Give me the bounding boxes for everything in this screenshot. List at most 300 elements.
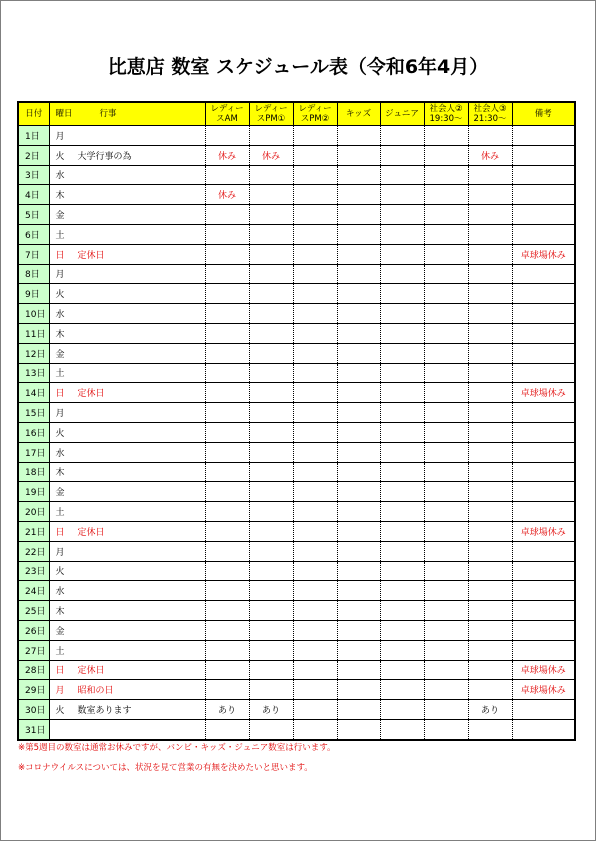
notes-cell: 卓球場休み xyxy=(512,521,575,541)
adult2-cell xyxy=(424,561,468,581)
kids-cell xyxy=(337,521,380,541)
weekday-event-cell xyxy=(49,284,205,304)
adult3-cell xyxy=(468,165,512,185)
header-adult2-line2: 19:30〜 xyxy=(429,114,463,124)
header-adult3-line1: 社会人③ xyxy=(473,104,507,114)
ladies-pm2-cell xyxy=(293,264,337,284)
date-cell: 18日 xyxy=(18,462,49,482)
weekday-label: 土 xyxy=(55,646,65,657)
weekday-event-cell xyxy=(49,700,205,720)
kids-cell xyxy=(337,581,380,601)
adult3-cell xyxy=(468,462,512,482)
date-cell: 13日 xyxy=(18,363,49,383)
adult3-cell xyxy=(468,541,512,561)
notes-cell: 卓球場休み xyxy=(512,383,575,403)
ladies-am-cell xyxy=(205,244,249,264)
ladies-pm2-cell xyxy=(293,581,337,601)
adult3-cell xyxy=(468,660,512,680)
adult3-cell xyxy=(468,620,512,640)
ladies-pm2-cell xyxy=(293,145,337,165)
date-cell: 21日 xyxy=(18,521,49,541)
page-title: 比恵店 数室 スケジュール表（令和6年4月） xyxy=(107,56,489,78)
ladies-pm2-cell xyxy=(293,502,337,522)
adult3-cell xyxy=(468,284,512,304)
adult2-cell xyxy=(424,482,468,502)
ladies-pm1-cell xyxy=(249,403,293,423)
notes-cell xyxy=(512,541,575,561)
kids-cell xyxy=(337,541,380,561)
adult2-cell xyxy=(424,145,468,165)
weekday-label: 火 xyxy=(55,428,65,439)
weekday-label: 金 xyxy=(55,349,65,360)
adult3-cell xyxy=(468,126,512,146)
date-cell: 20日 xyxy=(18,502,49,522)
ladies-pm2-cell xyxy=(293,561,337,581)
ladies-pm1-cell xyxy=(249,482,293,502)
date-cell: 5日 xyxy=(18,205,49,225)
table-row xyxy=(18,700,575,720)
date-cell: 17日 xyxy=(18,442,49,462)
junior-cell xyxy=(380,442,424,462)
notes-cell xyxy=(512,185,575,205)
ladies-am-cell xyxy=(205,541,249,561)
weekday-event-cell xyxy=(49,482,205,502)
adult2-cell xyxy=(424,660,468,680)
adult2-cell xyxy=(424,700,468,720)
ladies-pm1-cell xyxy=(249,363,293,383)
ladies-pm1-cell xyxy=(249,284,293,304)
ladies-am-cell xyxy=(205,224,249,244)
ladies-pm2-cell xyxy=(293,620,337,640)
weekday-event-cell xyxy=(49,502,205,522)
table-row xyxy=(18,323,575,343)
date-cell: 11日 xyxy=(18,323,49,343)
adult2-cell xyxy=(424,521,468,541)
ladies-pm2-cell xyxy=(293,403,337,423)
ladies-pm2-cell xyxy=(293,205,337,225)
weekday-event-cell xyxy=(49,205,205,225)
notes-cell: 卓球場休み xyxy=(512,680,575,700)
ladies-pm1-cell xyxy=(249,323,293,343)
adult2-cell xyxy=(424,244,468,264)
ladies-am-cell xyxy=(205,264,249,284)
ladies-pm1-cell xyxy=(249,442,293,462)
table-row xyxy=(18,680,575,700)
adult2-cell xyxy=(424,422,468,442)
ladies-am-cell xyxy=(205,304,249,324)
weekday-event-cell xyxy=(49,165,205,185)
notes-cell xyxy=(512,165,575,185)
weekday-label: 日 xyxy=(55,389,65,400)
adult2-cell xyxy=(424,323,468,343)
weekday-label: 日 xyxy=(55,250,65,261)
date-cell: 26日 xyxy=(18,620,49,640)
date-cell: 28日 xyxy=(18,660,49,680)
weekday-label: 月 xyxy=(55,131,65,142)
ladies-am-cell xyxy=(205,126,249,146)
junior-cell xyxy=(380,601,424,621)
kids-cell xyxy=(337,363,380,383)
weekday-label: 火 xyxy=(55,151,65,162)
header-weekday-event xyxy=(49,102,205,126)
weekday-label: 月 xyxy=(55,270,65,281)
notes-cell xyxy=(512,323,575,343)
junior-cell xyxy=(380,126,424,146)
junior-cell xyxy=(380,700,424,720)
header-weekday: 曜日 xyxy=(55,109,73,119)
junior-cell xyxy=(380,680,424,700)
ladies-pm2-cell xyxy=(293,304,337,324)
junior-cell xyxy=(380,264,424,284)
junior-cell xyxy=(380,502,424,522)
weekday-event-cell xyxy=(49,462,205,482)
weekday-event-cell xyxy=(49,640,205,660)
table-row xyxy=(18,244,575,264)
adult3-cell xyxy=(468,343,512,363)
header-ladies-am-line2: スAM xyxy=(216,114,238,124)
ladies-am-cell: あり xyxy=(205,700,249,720)
weekday-label: 水 xyxy=(55,310,65,321)
notes-cell xyxy=(512,422,575,442)
adult3-cell xyxy=(468,561,512,581)
adult3-cell xyxy=(468,482,512,502)
junior-cell xyxy=(380,521,424,541)
adult2-cell xyxy=(424,205,468,225)
ladies-pm1-cell xyxy=(249,601,293,621)
date-cell: 7日 xyxy=(18,244,49,264)
ladies-am-cell xyxy=(205,521,249,541)
adult3-cell xyxy=(468,363,512,383)
adult2-cell xyxy=(424,462,468,482)
ladies-pm2-cell xyxy=(293,541,337,561)
table-row xyxy=(18,165,575,185)
table-row xyxy=(18,363,575,383)
adult2-cell xyxy=(424,363,468,383)
notes-cell xyxy=(512,264,575,284)
ladies-pm1-cell xyxy=(249,244,293,264)
kids-cell xyxy=(337,680,380,700)
event-label: 数室あります xyxy=(77,706,132,716)
kids-cell xyxy=(337,383,380,403)
kids-cell xyxy=(337,462,380,482)
adult3-cell xyxy=(468,680,512,700)
kids-cell xyxy=(337,145,380,165)
kids-cell xyxy=(337,482,380,502)
adult2-cell xyxy=(424,541,468,561)
notes-cell xyxy=(512,462,575,482)
kids-cell xyxy=(337,601,380,621)
header-date: 日付 xyxy=(18,102,49,126)
ladies-pm2-cell xyxy=(293,185,337,205)
junior-cell xyxy=(380,561,424,581)
weekday-label: 水 xyxy=(55,448,65,459)
weekday-event-cell xyxy=(49,719,205,739)
adult3-cell xyxy=(468,224,512,244)
table-row xyxy=(18,205,575,225)
ladies-pm2-cell xyxy=(293,383,337,403)
ladies-pm2-cell xyxy=(293,284,337,304)
notes-cell xyxy=(512,145,575,165)
ladies-pm1-cell xyxy=(249,383,293,403)
ladies-am-cell xyxy=(205,601,249,621)
notes-cell xyxy=(512,284,575,304)
date-cell: 16日 xyxy=(18,422,49,442)
kids-cell xyxy=(337,323,380,343)
ladies-pm2-cell xyxy=(293,244,337,264)
weekday-event-cell xyxy=(49,541,205,561)
ladies-pm2-cell xyxy=(293,719,337,739)
notes-cell xyxy=(512,719,575,739)
footnote-corona: ※コロナウイルスについては、状況を見て営業の有無を決めたいと思います。 xyxy=(18,763,313,773)
ladies-pm1-cell: 休み xyxy=(249,145,293,165)
ladies-pm2-cell xyxy=(293,363,337,383)
ladies-am-cell xyxy=(205,561,249,581)
ladies-pm1-cell xyxy=(249,264,293,284)
header-adult2-line1: 社会人② xyxy=(429,104,463,114)
schedule-table xyxy=(17,101,576,741)
ladies-pm1-cell xyxy=(249,205,293,225)
table-row xyxy=(18,462,575,482)
header-adult2 xyxy=(424,102,468,126)
weekday-label: 木 xyxy=(55,607,65,618)
adult2-cell xyxy=(424,126,468,146)
notes-cell xyxy=(512,304,575,324)
ladies-pm2-cell xyxy=(293,126,337,146)
adult2-cell xyxy=(424,185,468,205)
adult2-cell xyxy=(424,601,468,621)
footnote-fifth-week: ※第5週目の数室は通常お休みですが、バンビ・キッズ・ジュニア数室は行います。 xyxy=(18,743,336,753)
adult3-cell xyxy=(468,502,512,522)
adult2-cell xyxy=(424,284,468,304)
event-label: 定休日 xyxy=(77,250,105,261)
kids-cell xyxy=(337,640,380,660)
header-adult3-line2: 21:30〜 xyxy=(473,114,507,124)
event-label: 昭和の日 xyxy=(77,686,114,697)
header-ladies-pm1-line1: レディー xyxy=(254,104,288,114)
weekday-event-cell xyxy=(49,601,205,621)
adult3-cell xyxy=(468,205,512,225)
weekday-label: 金 xyxy=(55,488,65,499)
adult3-cell xyxy=(468,244,512,264)
notes-cell xyxy=(512,561,575,581)
adult3-cell: あり xyxy=(468,700,512,720)
weekday-event-cell xyxy=(49,442,205,462)
table-row xyxy=(18,284,575,304)
table-row xyxy=(18,561,575,581)
ladies-pm2-cell xyxy=(293,422,337,442)
weekday-label: 火 xyxy=(55,567,65,578)
kids-cell xyxy=(337,165,380,185)
adult3-cell xyxy=(468,521,512,541)
kids-cell xyxy=(337,205,380,225)
weekday-label: 日 xyxy=(55,527,65,538)
ladies-am-cell xyxy=(205,323,249,343)
ladies-pm1-cell xyxy=(249,185,293,205)
kids-cell xyxy=(337,244,380,264)
weekday-event-cell xyxy=(49,620,205,640)
weekday-event-cell xyxy=(49,581,205,601)
kids-cell xyxy=(337,561,380,581)
header-event: 行事 xyxy=(99,109,117,119)
weekday-event-cell xyxy=(49,422,205,442)
junior-cell xyxy=(380,620,424,640)
ladies-pm1-cell xyxy=(249,640,293,660)
ladies-pm1-cell xyxy=(249,343,293,363)
kids-cell xyxy=(337,422,380,442)
header-ladies-pm1-line2: スPM① xyxy=(256,114,286,124)
adult2-cell xyxy=(424,343,468,363)
ladies-am-cell xyxy=(205,422,249,442)
ladies-pm1-cell xyxy=(249,719,293,739)
weekday-event-cell xyxy=(49,224,205,244)
junior-cell xyxy=(380,145,424,165)
ladies-pm2-cell xyxy=(293,343,337,363)
ladies-pm1-cell xyxy=(249,541,293,561)
weekday-label: 金 xyxy=(55,211,65,222)
adult2-cell xyxy=(424,640,468,660)
header-junior: ジュニア xyxy=(380,102,424,126)
date-cell: 29日 xyxy=(18,680,49,700)
header-row xyxy=(18,102,575,126)
ladies-am-cell: 休み xyxy=(205,185,249,205)
weekday-label: 日 xyxy=(55,666,65,677)
kids-cell xyxy=(337,126,380,146)
junior-cell xyxy=(380,422,424,442)
adult2-cell xyxy=(424,304,468,324)
junior-cell xyxy=(380,363,424,383)
weekday-label: 木 xyxy=(55,191,65,202)
notes-cell: 卓球場休み xyxy=(512,660,575,680)
weekday-event-cell xyxy=(49,185,205,205)
table-row xyxy=(18,383,575,403)
notes-cell: 卓球場休み xyxy=(512,244,575,264)
junior-cell xyxy=(380,482,424,502)
kids-cell xyxy=(337,224,380,244)
weekday-label: 月 xyxy=(55,686,65,697)
table-row xyxy=(18,601,575,621)
date-cell: 31日 xyxy=(18,719,49,739)
adult3-cell xyxy=(468,323,512,343)
date-cell: 2日 xyxy=(18,145,49,165)
table-row xyxy=(18,581,575,601)
kids-cell xyxy=(337,343,380,363)
ladies-pm1-cell xyxy=(249,502,293,522)
weekday-label: 木 xyxy=(55,329,65,340)
ladies-pm2-cell xyxy=(293,680,337,700)
junior-cell xyxy=(380,343,424,363)
table-row xyxy=(18,422,575,442)
header-kids: キッズ xyxy=(337,102,380,126)
adult2-cell xyxy=(424,442,468,462)
ladies-am-cell xyxy=(205,343,249,363)
weekday-label: 火 xyxy=(55,706,65,716)
weekday-label: 水 xyxy=(55,171,65,182)
ladies-pm1-cell xyxy=(249,126,293,146)
weekday-event-cell xyxy=(49,145,205,165)
date-cell: 23日 xyxy=(18,561,49,581)
kids-cell xyxy=(337,620,380,640)
adult3-cell xyxy=(468,304,512,324)
junior-cell xyxy=(380,165,424,185)
weekday-label: 土 xyxy=(55,230,65,241)
table-row xyxy=(18,224,575,244)
ladies-pm1-cell xyxy=(249,581,293,601)
notes-cell xyxy=(512,581,575,601)
date-cell: 24日 xyxy=(18,581,49,601)
junior-cell xyxy=(380,541,424,561)
junior-cell xyxy=(380,205,424,225)
adult3-cell xyxy=(468,403,512,423)
junior-cell xyxy=(380,185,424,205)
adult2-cell xyxy=(424,165,468,185)
weekday-event-cell xyxy=(49,561,205,581)
junior-cell xyxy=(380,244,424,264)
notes-cell xyxy=(512,482,575,502)
date-cell: 10日 xyxy=(18,304,49,324)
ladies-pm1-cell xyxy=(249,304,293,324)
date-cell: 22日 xyxy=(18,541,49,561)
weekday-event-cell xyxy=(49,660,205,680)
table-row xyxy=(18,502,575,522)
junior-cell xyxy=(380,284,424,304)
adult3-cell xyxy=(468,185,512,205)
adult3-cell xyxy=(468,601,512,621)
ladies-pm1-cell xyxy=(249,422,293,442)
weekday-event-cell xyxy=(49,323,205,343)
table-row xyxy=(18,403,575,423)
notes-cell xyxy=(512,620,575,640)
date-cell: 19日 xyxy=(18,482,49,502)
ladies-am-cell xyxy=(205,640,249,660)
ladies-pm1-cell xyxy=(249,462,293,482)
table-row xyxy=(18,660,575,680)
ladies-pm2-cell xyxy=(293,442,337,462)
junior-cell xyxy=(380,462,424,482)
ladies-pm2-cell xyxy=(293,482,337,502)
header-ladies-pm2-line2: スPM② xyxy=(300,114,330,124)
notes-cell xyxy=(512,343,575,363)
table-row xyxy=(18,640,575,660)
table-row xyxy=(18,482,575,502)
adult2-cell xyxy=(424,264,468,284)
weekday-event-cell xyxy=(49,403,205,423)
ladies-am-cell xyxy=(205,462,249,482)
date-cell: 12日 xyxy=(18,343,49,363)
adult3-cell xyxy=(468,264,512,284)
kids-cell xyxy=(337,719,380,739)
header-ladies-am-line1: レディー xyxy=(210,104,244,114)
ladies-am-cell xyxy=(205,581,249,601)
weekday-label: 月 xyxy=(55,409,65,420)
table-row xyxy=(18,541,575,561)
notes-cell xyxy=(512,363,575,383)
weekday-event-cell xyxy=(49,343,205,363)
adult3-cell xyxy=(468,640,512,660)
notes-cell xyxy=(512,224,575,244)
date-cell: 9日 xyxy=(18,284,49,304)
adult3-cell xyxy=(468,442,512,462)
notes-cell xyxy=(512,442,575,462)
adult2-cell xyxy=(424,680,468,700)
event-label: 定休日 xyxy=(77,666,105,677)
weekday-label: 水 xyxy=(55,587,65,598)
junior-cell xyxy=(380,403,424,423)
event-label: 定休日 xyxy=(77,527,105,538)
table-row xyxy=(18,185,575,205)
ladies-am-cell xyxy=(205,482,249,502)
junior-cell xyxy=(380,304,424,324)
adult3-cell xyxy=(468,422,512,442)
